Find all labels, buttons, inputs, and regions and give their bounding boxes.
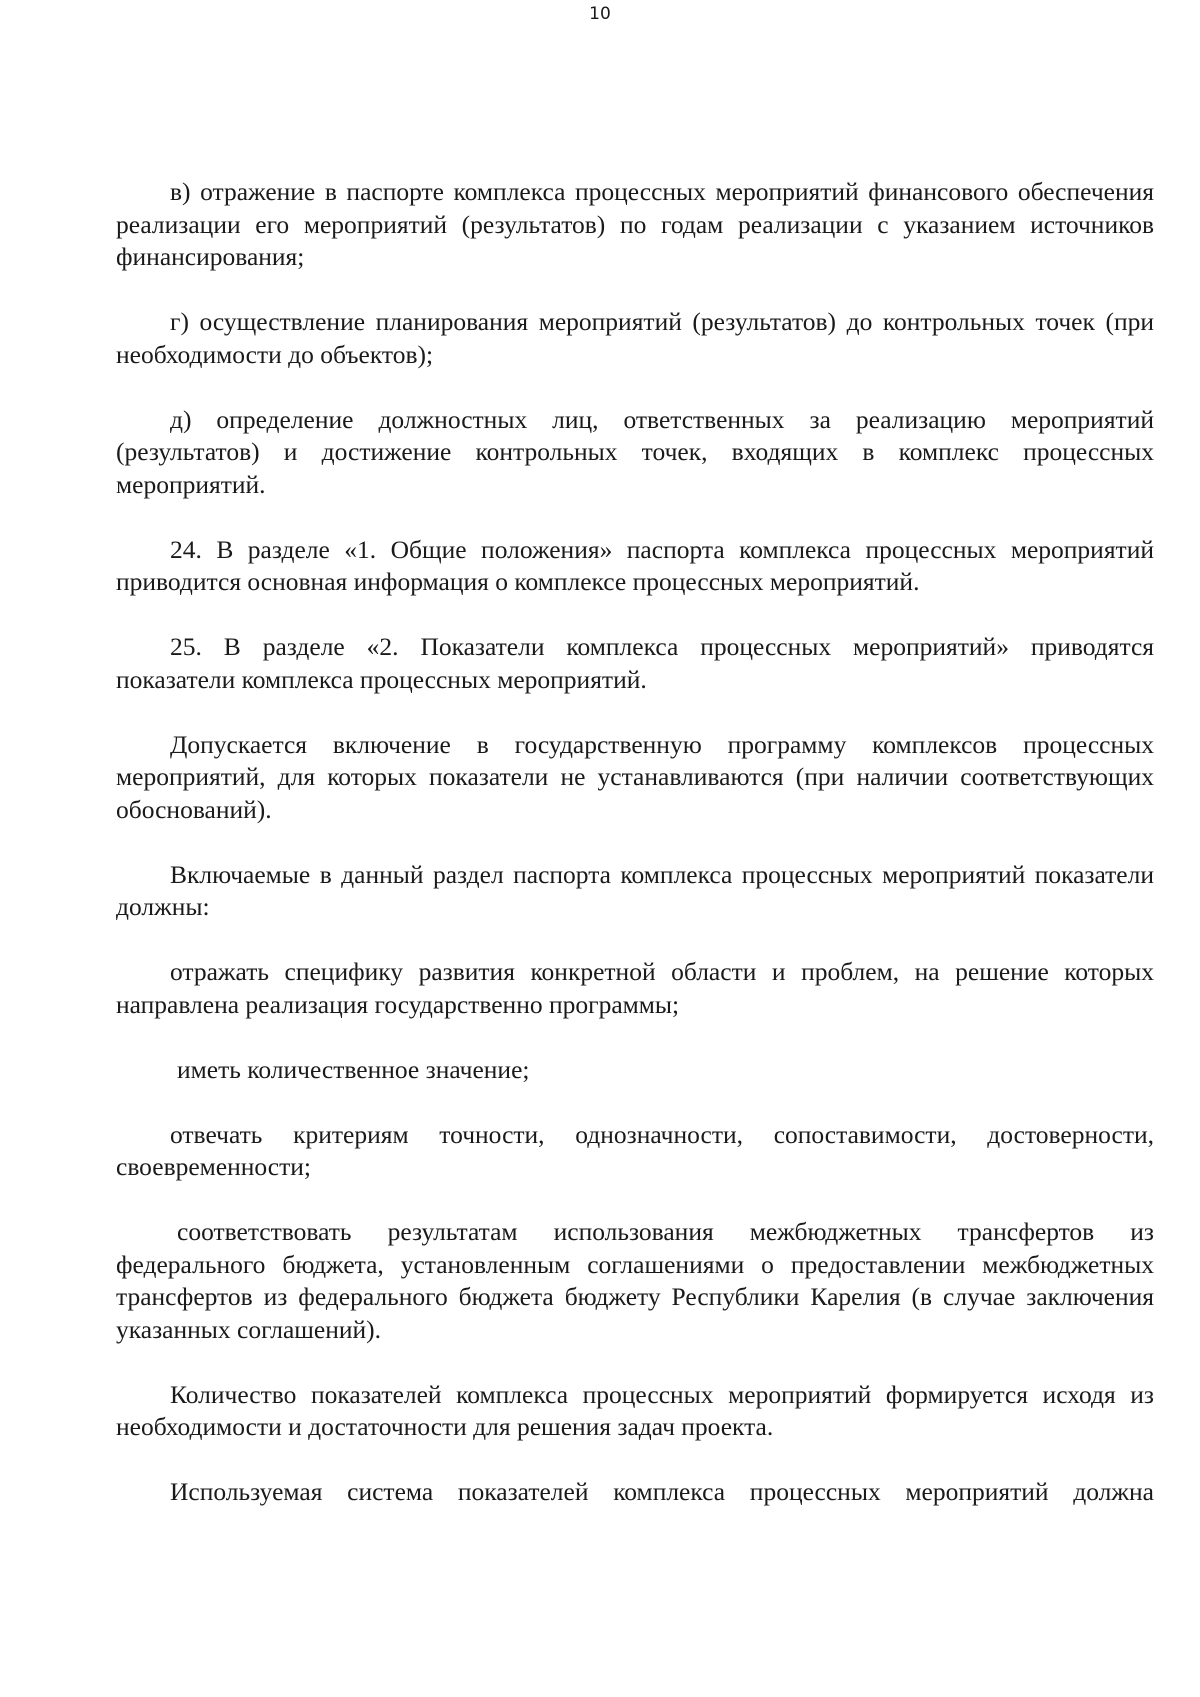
paragraph-24: 24. В разделе «1. Общие положения» паспорта комплекса процессных мероприятий приводится основная информация о комплексе процессных мероприятий. bbox=[116, 534, 1154, 596]
paragraph-indicators-must: Включаемые в данный раздел паспорта комплекса процессных мероприятий показатели должны: bbox=[116, 859, 1154, 921]
document-body bbox=[116, 176, 1154, 1541]
paragraph-quantitative-value: иметь количественное значение; bbox=[177, 1054, 530, 1084]
paragraph-g: г) осуществление планирования мероприятий (результатов) до контрольных точек (при необходимости до объектов); bbox=[116, 307, 1154, 369]
paragraph-d: д) определение должностных лиц, ответственных за реализацию мероприятий (результатов) и достижение контрольных точек, входящих в комплекс процессных мероприятий. bbox=[116, 404, 1154, 499]
paragraph-number-of-indicators: Количество показателей комплекса процессных мероприятий формируется исходя из необходимости и достаточности для решения задач проекта. bbox=[116, 1379, 1154, 1441]
paragraph-v: в) отражение в паспорте комплекса процессных мероприятий финансового обеспечения реализации его мероприятий (результатов) по годам реализации с указанием источников финансирования; bbox=[116, 177, 1154, 271]
paragraph-indicator-system: Используемая система показателей комплекса процессных мероприятий должна bbox=[170, 1477, 1154, 1506]
page-number: 10 bbox=[589, 4, 611, 24]
paragraph-criteria: отвечать критериям точности, однозначности, сопоставимости, достоверности, своевременности; bbox=[116, 1119, 1154, 1181]
paragraph-reflect-specifics: отражать специфику развития конкретной области и проблем, на решение которых направлена реализация государственно программы; bbox=[116, 957, 1154, 1019]
paragraph-25: 25. В разделе «2. Показатели комплекса процессных мероприятий» приводятся показатели комплекса процессных мероприятий. bbox=[116, 632, 1154, 694]
paragraph-allowed-inclusion: Допускается включение в государственную программу комплексов процессных мероприятий, для которых показатели не устанавливаются (при наличии соответствующих обоснований). bbox=[116, 729, 1154, 824]
paragraph-transfers: соответствовать результатам использования межбюджетных трансфертов из федерального бюджета, установленным соглашениями о предоставлении межбюджетных трансфертов из федерального бюджета бюджету Республики Карелия (в случае заключения указанных соглашений). bbox=[116, 1217, 1154, 1344]
